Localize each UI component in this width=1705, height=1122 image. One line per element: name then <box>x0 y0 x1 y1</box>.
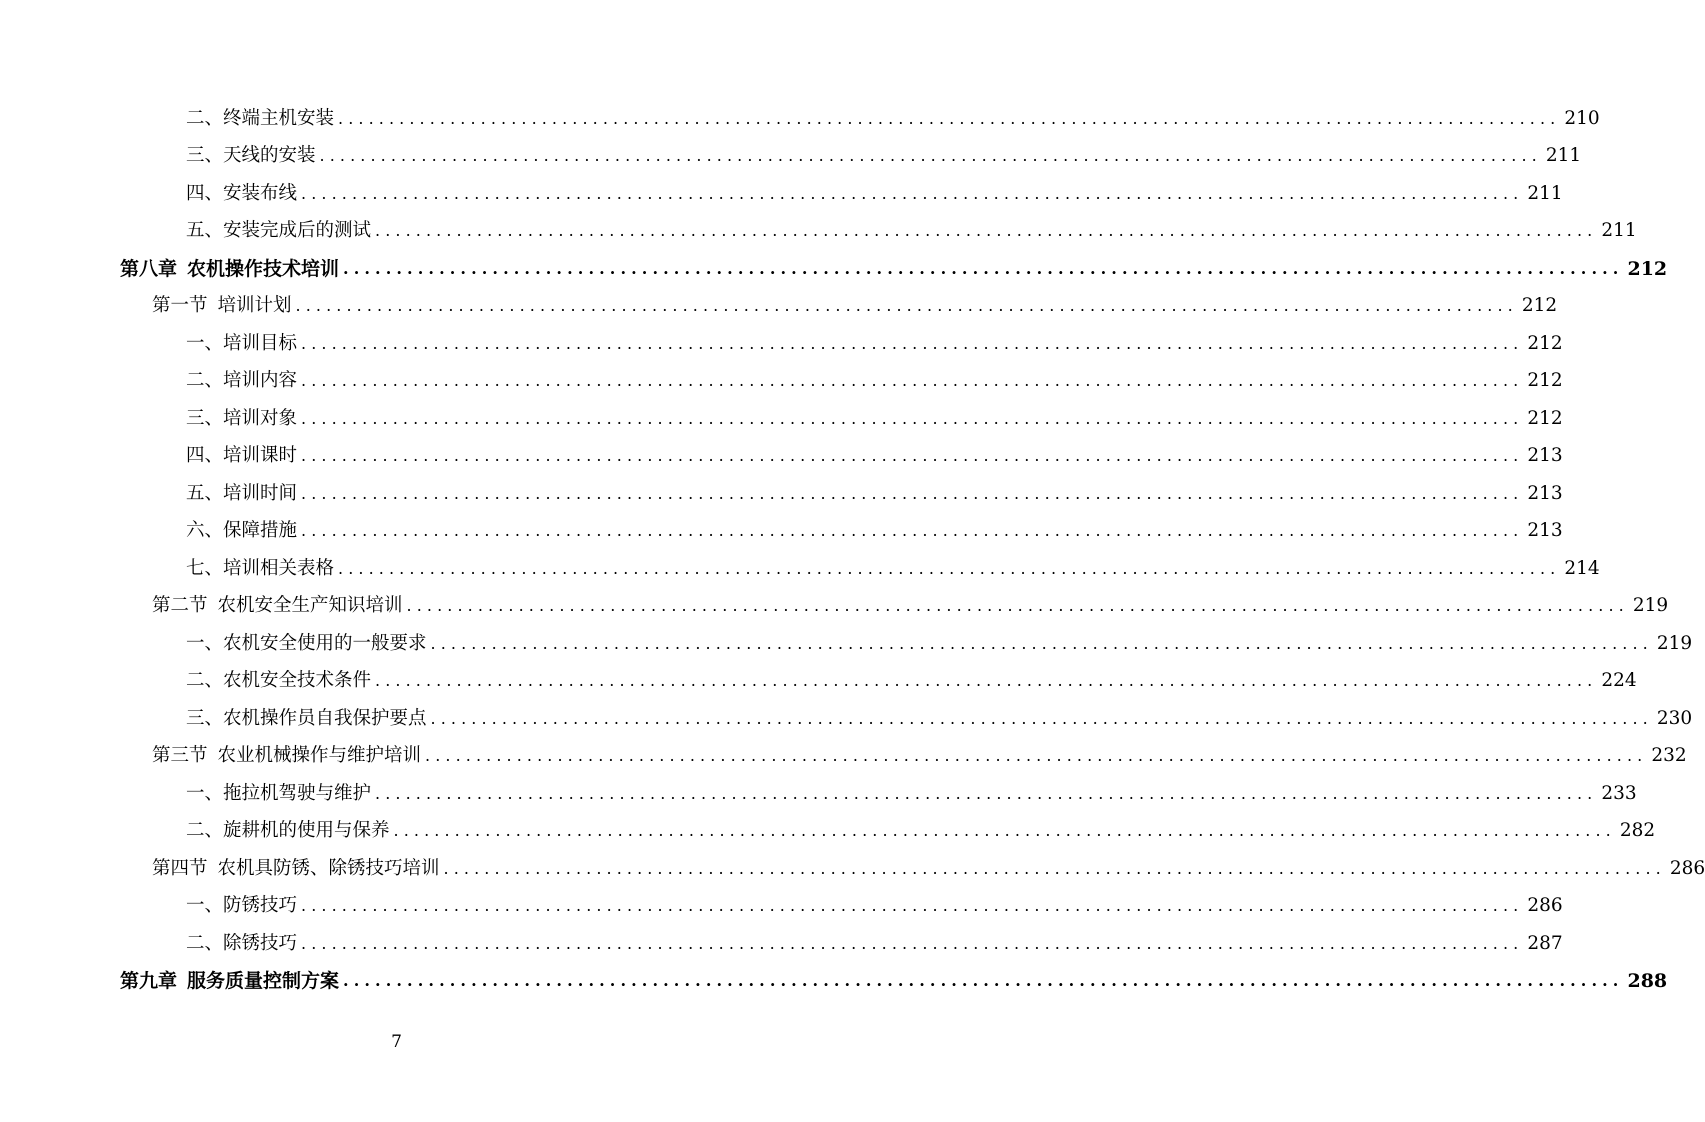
toc-dot-leader: ........................................................................................................................ <box>375 221 1598 240</box>
toc-entry-title: 防锈技巧 <box>223 895 298 916</box>
toc-entry-title: 培训时间 <box>223 483 298 504</box>
toc-entry-label <box>186 816 390 846</box>
toc-entry-page: 213 <box>1527 520 1563 541</box>
toc-subsection-entry[interactable] <box>186 179 1563 209</box>
toc-chapter-entry[interactable] <box>120 254 1668 284</box>
toc-entry-label <box>186 704 427 734</box>
toc-dot-leader: ........................................................................................................................ <box>301 334 1524 353</box>
toc-entry-title: 除锈技巧 <box>223 933 298 954</box>
toc-dot-leader: ........................................................................................................................ <box>301 521 1524 540</box>
toc-entry-number: 第一节 <box>152 295 208 316</box>
toc-entry-label <box>186 891 297 921</box>
toc-dot-leader: ........................................................................................................................ <box>430 709 1653 728</box>
toc-entry-label <box>186 554 334 584</box>
toc-entry-number: 一、 <box>186 895 224 916</box>
toc-entry-title: 终端主机安装 <box>223 108 335 129</box>
toc-entry-number: 六、 <box>186 520 224 541</box>
toc-dot-leader: ........................................................................................................................ <box>301 934 1524 953</box>
toc-entry-title: 安装完成后的测试 <box>223 220 372 241</box>
toc-entry-page: 233 <box>1601 783 1637 804</box>
toc-entry-number: 七、 <box>186 558 224 579</box>
toc-entry-label <box>186 779 371 809</box>
toc-subsection-entry[interactable] <box>186 554 1600 584</box>
toc-dot-leader: ........................................................................................................................ <box>430 634 1653 653</box>
toc-entry-number: 三、 <box>186 708 224 729</box>
toc-dot-leader: ........................................................................................................................ <box>301 896 1524 915</box>
toc-entry-title: 培训相关表格 <box>223 558 335 579</box>
toc-section-entry[interactable] <box>152 591 1669 621</box>
toc-entry-page: 230 <box>1656 708 1693 729</box>
toc-entry-number: 二、 <box>186 820 224 841</box>
toc-entry-title: 服务质量控制方案 <box>187 970 340 992</box>
toc-subsection-entry[interactable] <box>186 216 1637 246</box>
toc-subsection-entry[interactable] <box>186 816 1656 846</box>
toc-entry-number: 一、 <box>186 333 224 354</box>
toc-entry-page: 212 <box>1627 258 1668 280</box>
toc-dot-leader: ........................................................................................................................ <box>375 671 1598 690</box>
toc-entry-page: 212 <box>1527 408 1563 429</box>
toc-entry-number: 二、 <box>186 670 224 691</box>
toc-entry-title: 农机安全生产知识培训 <box>217 595 403 616</box>
toc-entry-page: 288 <box>1627 970 1668 992</box>
toc-entry-label <box>152 854 440 884</box>
toc-dot-leader: ........................................................................................................................ <box>343 259 1624 278</box>
toc-entry-title: 农机操作技术培训 <box>187 258 340 280</box>
toc-subsection-entry[interactable] <box>186 929 1563 959</box>
toc-entry-number: 第二节 <box>152 595 208 616</box>
toc-entry-title: 培训计划 <box>217 295 292 316</box>
toc-entry-number: 一、 <box>186 633 224 654</box>
toc-entry-title: 天线的安装 <box>223 145 316 166</box>
toc-entry-label <box>120 254 339 284</box>
toc-entry-title: 旋耕机的使用与保养 <box>223 820 390 841</box>
toc-entry-title: 农机安全技术条件 <box>223 670 372 691</box>
toc-entry-page: 287 <box>1527 933 1563 954</box>
toc-entry-page: 212 <box>1527 370 1563 391</box>
toc-subsection-entry[interactable] <box>186 404 1563 434</box>
toc-subsection-entry[interactable] <box>186 629 1693 659</box>
toc-entry-number: 二、 <box>186 370 224 391</box>
toc-entry-page: 212 <box>1521 295 1558 316</box>
toc-dot-leader: ........................................................................................................................ <box>393 821 1616 840</box>
toc-dot-leader: ........................................................................................................................ <box>443 859 1666 878</box>
toc-entry-label <box>186 141 316 171</box>
toc-dot-leader: ........................................................................................................................ <box>301 484 1524 503</box>
toc-subsection-entry[interactable] <box>186 891 1563 921</box>
toc-entry-page: 213 <box>1527 483 1563 504</box>
toc-entry-number: 第三节 <box>152 745 208 766</box>
toc-subsection-entry[interactable] <box>186 479 1563 509</box>
toc-entry-title: 农机操作员自我保护要点 <box>223 708 427 729</box>
toc-subsection-entry[interactable] <box>186 666 1637 696</box>
toc-entry-page: 210 <box>1564 108 1600 129</box>
toc-entry-label <box>186 404 297 434</box>
toc-dot-leader: ........................................................................................................................ <box>301 446 1524 465</box>
toc-entry-label <box>152 291 292 321</box>
toc-entry-title: 拖拉机驾驶与维护 <box>223 783 372 804</box>
toc-entry-label <box>186 104 334 134</box>
toc-section-entry[interactable] <box>152 291 1558 321</box>
toc-entry-number: 二、 <box>186 108 224 129</box>
toc-entry-title: 培训目标 <box>223 333 298 354</box>
toc-dot-leader: ........................................................................................................................ <box>338 109 1561 128</box>
toc-entry-page: 212 <box>1527 333 1563 354</box>
toc-entry-label <box>186 516 297 546</box>
toc-entry-page: 219 <box>1632 595 1669 616</box>
toc-subsection-entry[interactable] <box>186 779 1637 809</box>
toc-chapter-entry[interactable] <box>120 966 1668 996</box>
toc-entry-number: 一、 <box>186 783 224 804</box>
toc-entry-page: 232 <box>1651 745 1687 766</box>
toc-entry-page: 211 <box>1527 183 1563 204</box>
toc-entry-number: 五、 <box>186 483 224 504</box>
toc-entry-title: 安装布线 <box>223 183 298 204</box>
toc-entry-title: 农机安全使用的一般要求 <box>223 633 427 654</box>
toc-entry-number: 五、 <box>186 220 224 241</box>
toc-subsection-entry[interactable] <box>186 141 1582 171</box>
toc-entry-label <box>186 216 371 246</box>
toc-entry-number: 二、 <box>186 933 224 954</box>
toc-entry-page: 224 <box>1601 670 1637 691</box>
toc-dot-leader: ........................................................................................................................ <box>338 559 1561 578</box>
toc-entry-number: 三、 <box>186 408 224 429</box>
toc-entry-number: 第八章 <box>120 258 178 280</box>
toc-subsection-entry[interactable] <box>186 516 1563 546</box>
toc-entry-page: 213 <box>1527 445 1563 466</box>
toc-entry-title: 培训内容 <box>223 370 298 391</box>
toc-section-entry[interactable] <box>152 741 1687 771</box>
toc-entry-label <box>186 929 297 959</box>
toc-entry-page: 282 <box>1619 820 1656 841</box>
toc-entry-title: 培训对象 <box>223 408 298 429</box>
toc-dot-leader: ........................................................................................................................ <box>301 184 1524 203</box>
toc-dot-leader: ........................................................................................................................ <box>301 371 1524 390</box>
toc-subsection-entry[interactable] <box>186 104 1600 134</box>
toc-subsection-entry[interactable] <box>186 366 1563 396</box>
toc-dot-leader: ........................................................................................................................ <box>425 746 1648 765</box>
toc-entry-label <box>152 591 403 621</box>
toc-entry-number: 四、 <box>186 445 224 466</box>
toc-entry-number: 第九章 <box>120 970 178 992</box>
toc-entry-page: 219 <box>1656 633 1693 654</box>
toc-entry-label <box>152 741 421 771</box>
toc-entry-label <box>186 366 297 396</box>
toc-entry-title: 保障措施 <box>223 520 298 541</box>
toc-subsection-entry[interactable] <box>186 329 1563 359</box>
toc-entry-label <box>186 441 297 471</box>
toc-dot-leader: ........................................................................................................................ <box>319 146 1542 165</box>
toc-dot-leader: ........................................................................................................................ <box>295 296 1518 315</box>
toc-dot-leader: ........................................................................................................................ <box>343 971 1624 990</box>
toc-entry-number: 第四节 <box>152 858 208 879</box>
toc-entry-label <box>186 329 297 359</box>
toc-entry-label <box>186 179 297 209</box>
toc-entry-label <box>186 629 427 659</box>
toc-dot-leader: ........................................................................................................................ <box>406 596 1629 615</box>
toc-entry-title: 农业机械操作与维护培训 <box>217 745 422 766</box>
toc-section-entry[interactable] <box>152 854 1705 884</box>
toc-entry-page: 286 <box>1669 858 1705 879</box>
toc-entry-label <box>186 666 371 696</box>
toc-subsection-entry[interactable] <box>186 441 1563 471</box>
toc-entry-page: 211 <box>1545 145 1582 166</box>
toc-entry-label <box>186 479 297 509</box>
toc-dot-leader: ........................................................................................................................ <box>375 784 1598 803</box>
toc-dot-leader: ........................................................................................................................ <box>301 409 1524 428</box>
toc-subsection-entry[interactable] <box>186 704 1693 734</box>
toc-entry-title: 培训课时 <box>223 445 298 466</box>
page-number: 7 <box>391 1032 402 1052</box>
toc-entry-number: 三、 <box>186 145 224 166</box>
toc-entry-page: 211 <box>1601 220 1637 241</box>
toc-entry-title: 农机具防锈、除锈技巧培训 <box>217 858 440 879</box>
toc-entry-number: 四、 <box>186 183 224 204</box>
toc-entry-page: 214 <box>1564 558 1600 579</box>
toc-entry-page: 286 <box>1527 895 1563 916</box>
toc-entry-label <box>120 966 339 996</box>
